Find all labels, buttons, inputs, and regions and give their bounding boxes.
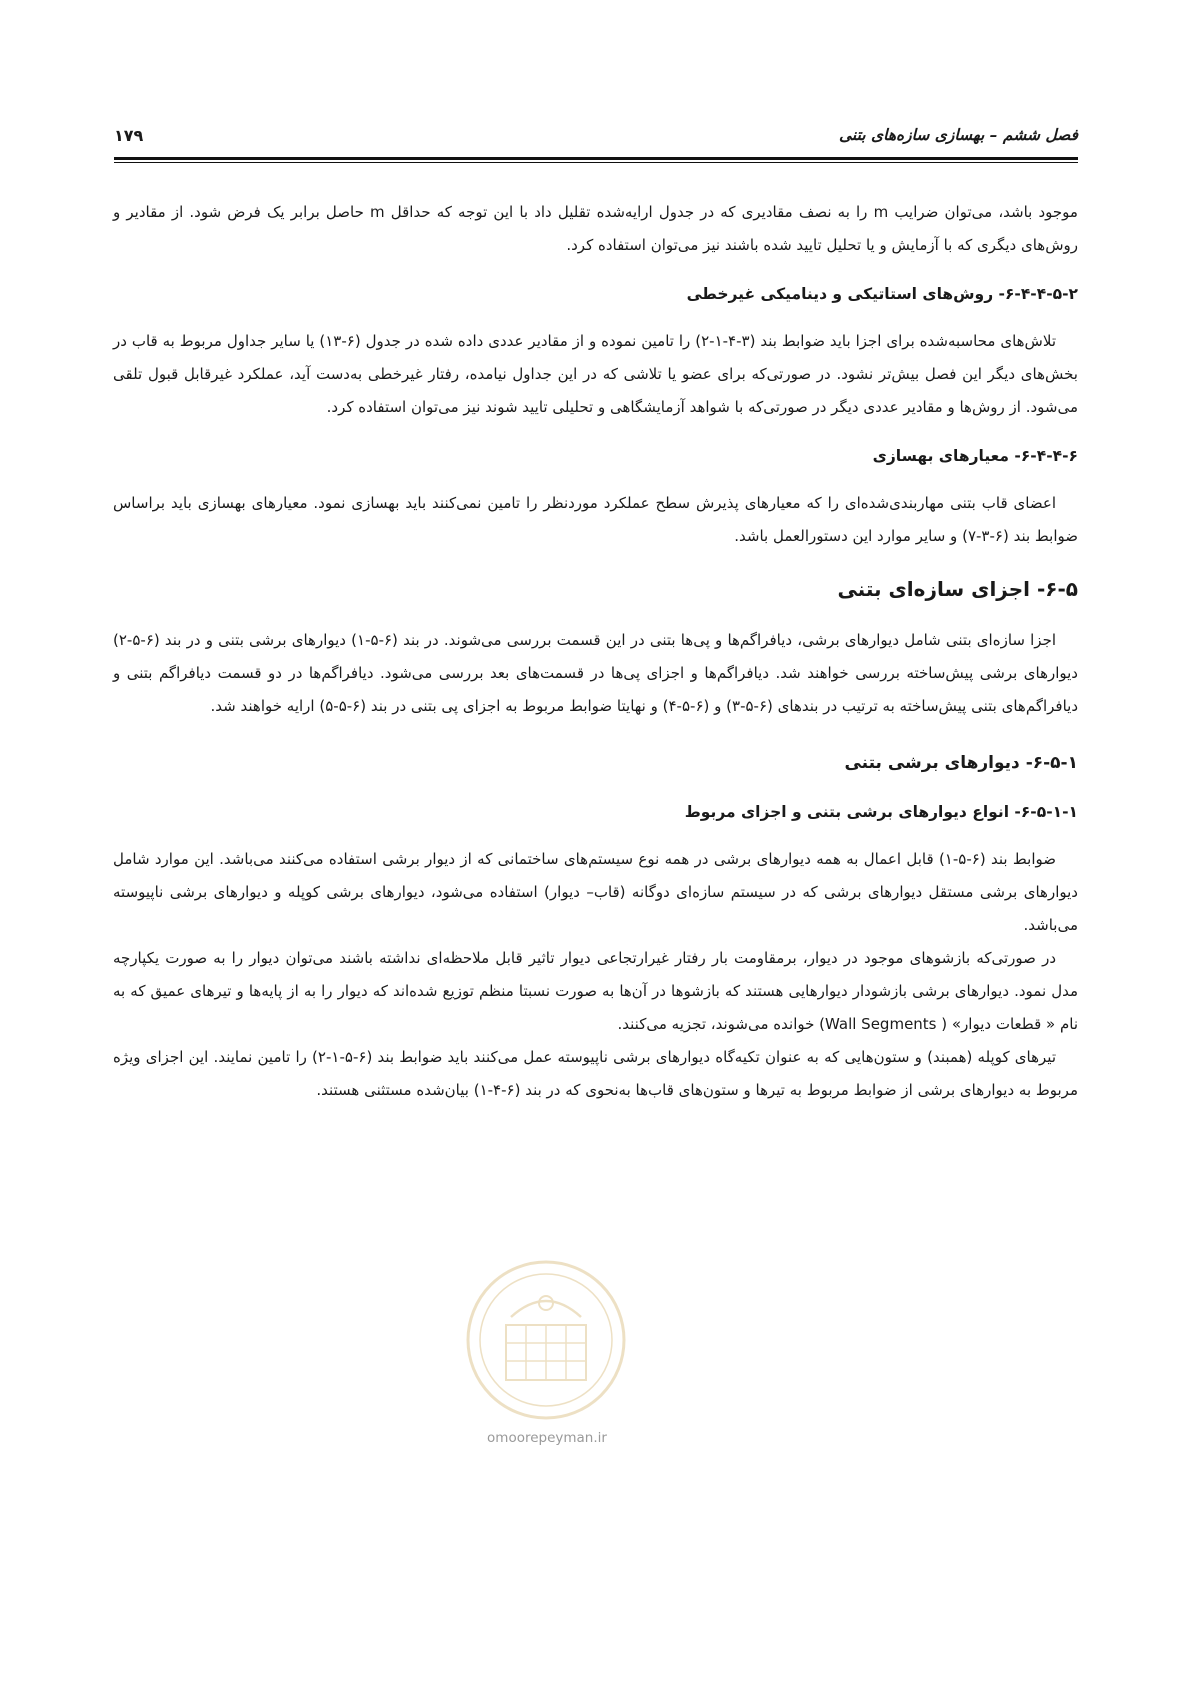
heading-nonlinear-methods: ۶-۴-۴-۵-۲- روش‌های استاتیکی و دینامیکی غیرخطی (686, 285, 1078, 303)
paragraph-coupling: تیرهای کوپله (همبند) و ستون‌هایی که به عنوان تکیه‌گاه دیوارهای برشی ناپیوسته عمل می‌کنند باید ضوابط بند (۶-۵-۱-۲) را تامین نمایند. این اجزای ویژه مربوط به دیوارهای برشی از ضوابط مربوط به تیرها و ستون‌های قاب‌ها به‌نحوی که در بند (۶-۴-۱) بیان‌شده مستثنی هستند. (113, 1048, 1078, 1099)
watermark-site-credit: omoorepeyman.ir (487, 1430, 607, 1446)
page-body (113, 196, 1078, 1107)
running-title: فصل ششم – بهسازی سازه‌های بتنی (838, 126, 1078, 144)
heading-shear-walls: ۶-۵-۱- دیوارهای برشی بتنی (844, 753, 1078, 773)
paragraph-intro: موجود باشد، می‌توان ضرایب m را به نصف مقادیری که در جدول ارایه‌شده تقلیل داد با این توجه که حداقل m حاصل برابر یک فرض شود. از مقادیر و روش‌های دیگری که با آزمایش و یا تحلیل تایید شده باشند نیز می‌توان استفاده کرد. (113, 203, 1078, 254)
header-rule-thick (114, 157, 1078, 160)
header-rule-thin (114, 162, 1078, 163)
publisher-seal-watermark (461, 1255, 631, 1425)
heading-shear-wall-types: ۶-۵-۱-۱- انواع دیوارهای برشی بتنی و اجزای مربوط (684, 803, 1078, 821)
paragraph-nonlinear: تلاش‌های محاسبه‌شده برای اجزا باید ضوابط بند (۳-۴-۱-۲) را تامین نموده و از مقادیر عددی داده شده در جدول (۶-۱۳) یا سایر جداول مربوط به قاب در بخش‌های دیگر این فصل بیش‌تر نشود. در صورتی‌که برای عضو یا تلاشی که در این جداول نیامده، رفتار غیرخطی به‌دست آید، عملکرد غیرقابل قبول تلقی می‌شود. از روش‌ها و مقادیر عددی دیگر در صورتی‌که با شواهد آزمایشگاهی و تحلیلی تایید شوند نیز می‌توان استفاده کرد. (113, 332, 1078, 416)
paragraph-components: اجزا سازه‌ای بتنی شامل دیوارهای برشی، دیافراگم‌ها و پی‌ها بتنی در این قسمت بررسی می‌شوند. در بند (۶-۵-۱) دیوارهای برشی بتنی و در بند (۶-۵-۲) دیوارهای برشی پیش‌ساخته بررسی خواهند شد. دیافراگم‌ها و اجزای پی‌ها در قسمت‌های بعد بررسی می‌شود. دیافراگم‌ها در دو قسمت دیافراگم بتنی و دیافراگم‌های بتنی پیش‌ساخته به ترتیب در بندهای (۶-۵-۳) و (۶-۵-۴) و نهایتا ضوابط مربوط به اجزای پی بتنی در بند (۶-۵-۵) ارایه خواهند شد. (113, 631, 1078, 715)
page-number: ۱۷۹ (114, 126, 144, 145)
heading-concrete-components: ۶-۵- اجزای سازه‌ای بتنی (837, 577, 1078, 601)
paragraph-openings: در صورتی‌که بازشوهای موجود در دیوار، برمقاومت بار رفتار غیرارتجاعی دیوار تاثیر قابل ملاحظه‌ای نداشته باشند می‌توان دیوار را به صورت یکپارچه مدل نمود. دیوارهای برشی بازشودار دیوارهایی هستند که بازشوها در آن‌ها به صورت نسبتا منظم توزیع شده‌اند که دیوار را به از پایه‌ها و تیرهای عمیق که به نام « قطعات دیوار» ( Wall Segments) خوانده می‌شوند، تجزیه می‌کنند. (113, 949, 1078, 1033)
running-header (114, 126, 1078, 146)
paragraph-types: ضوابط بند (۶-۵-۱) قابل اعمال به همه دیوارهای برشی در همه نوع سیستم‌های ساختمانی که از دیوار برشی استفاده می‌کنند می‌باشد. این موارد شامل دیوارهای برشی مستقل دیوارهای برشی که در سیستم سازه‌ای دوگانه (قاب– دیوار) استفاده می‌شود، دیوارهای برشی کوپله و دیوارهای برشی ناپیوسته می‌باشد. (113, 850, 1078, 934)
heading-rehab-criteria: ۶-۴-۴-۶- معیارهای بهسازی (872, 447, 1078, 465)
paragraph-criteria: اعضای قاب بتنی مهاربندی‌شده‌ای را که معیارهای پذیرش سطح عملکرد موردنظر را تامین نمی‌کنند باید بهسازی نمود. معیارهای بهسازی باید براساس ضوابط بند (۶-۳-۷) و سایر موارد این دستورالعمل باشد. (113, 494, 1078, 545)
